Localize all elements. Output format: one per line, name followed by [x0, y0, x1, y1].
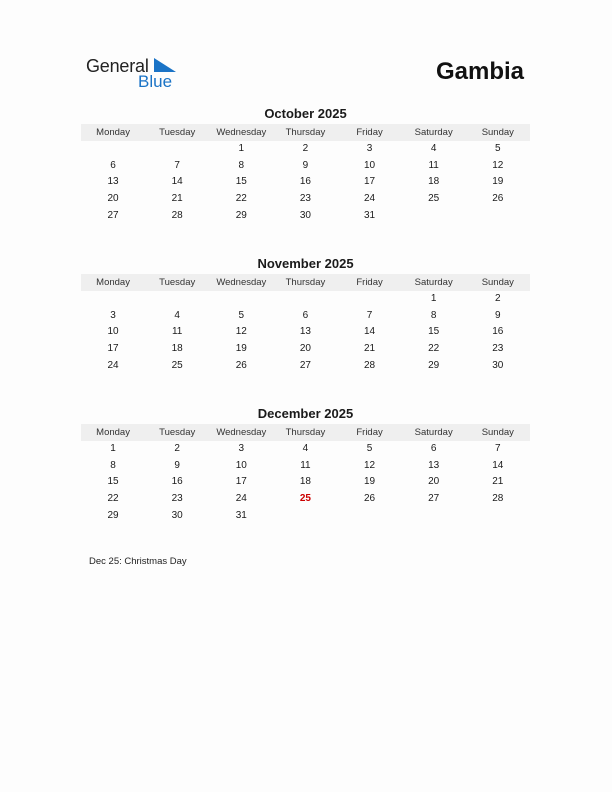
day-cell: 11 — [300, 459, 311, 471]
day-cell: 27 — [299, 359, 311, 371]
week-row — [81, 308, 530, 325]
week-row — [81, 208, 530, 225]
day-cell: 26 — [364, 493, 376, 505]
weekday-label: Monday — [96, 277, 130, 288]
day-cell: 7 — [174, 159, 180, 171]
weekday-label: Saturday — [414, 277, 453, 288]
week-row — [81, 358, 530, 375]
day-cell — [209, 291, 273, 308]
weekday-header-row — [81, 274, 530, 291]
day-cell: 22 — [428, 343, 440, 355]
day-cell: 28 — [492, 493, 504, 505]
weekday-header-row — [81, 124, 530, 141]
month-title: October 2025 — [264, 106, 347, 121]
weekday-label: Sunday — [481, 427, 514, 438]
day-cell: 12 — [364, 459, 376, 471]
day-cell: 30 — [171, 509, 183, 521]
week-row — [81, 491, 530, 508]
logo-word-blue: Blue — [138, 72, 173, 91]
day-cell — [466, 208, 530, 225]
day-cell: 17 — [364, 176, 376, 188]
day-cell: 1 — [430, 293, 437, 304]
day-cell: 6 — [430, 443, 437, 454]
weekday-label: Tuesday — [159, 277, 196, 288]
weekday-label: Tuesday — [159, 127, 196, 138]
day-cell: 17 — [107, 343, 119, 355]
day-cell: 6 — [302, 309, 309, 321]
day-cell: 13 — [428, 459, 440, 471]
day-cell: 22 — [235, 193, 247, 205]
day-cell: 25 — [299, 493, 311, 505]
weekday-label: Wednesday — [216, 127, 267, 138]
day-cell: 13 — [299, 326, 311, 338]
weekday-label: Saturday — [414, 427, 453, 438]
day-cell: 24 — [107, 359, 119, 371]
day-cell: 2 — [174, 443, 180, 454]
day-cell: 3 — [366, 143, 373, 154]
day-cell: 28 — [171, 209, 183, 221]
day-cell: 16 — [171, 476, 183, 488]
day-cell: 5 — [366, 443, 373, 454]
day-cell: 26 — [492, 193, 504, 205]
day-cell: 5 — [495, 143, 501, 154]
day-cell: 27 — [428, 493, 440, 505]
week-row — [81, 174, 530, 191]
day-cell: 8 — [238, 159, 245, 171]
day-cell: 24 — [235, 493, 247, 505]
day-cell: 16 — [492, 326, 504, 338]
day-cell: 2 — [495, 293, 501, 304]
day-cell — [81, 291, 145, 308]
day-cell: 20 — [107, 193, 119, 205]
week-row — [81, 324, 530, 341]
day-cell: 7 — [366, 309, 373, 321]
day-cell: 29 — [428, 359, 440, 371]
logo-word-general: General — [86, 56, 149, 76]
day-cell: 11 — [428, 159, 439, 171]
day-cell: 15 — [107, 476, 119, 488]
week-row — [81, 341, 530, 358]
day-cell: 23 — [299, 193, 311, 205]
day-cell: 23 — [171, 493, 183, 505]
day-cell: 21 — [364, 343, 376, 355]
day-cell: 6 — [110, 159, 116, 171]
day-cell: 20 — [299, 343, 311, 355]
month-calendar — [81, 406, 530, 524]
week-row — [81, 158, 530, 175]
day-cell — [273, 508, 337, 525]
day-cell: 25 — [428, 193, 440, 205]
day-cell: 1 — [238, 143, 245, 154]
week-row — [81, 474, 530, 491]
day-cell: 12 — [492, 159, 504, 171]
weekday-label: Sunday — [481, 277, 514, 288]
week-row — [81, 141, 530, 158]
day-cell: 7 — [495, 443, 501, 454]
day-cell: 3 — [110, 309, 116, 321]
month-title: December 2025 — [257, 406, 354, 421]
day-cell: 23 — [492, 343, 504, 355]
week-row — [81, 191, 530, 208]
day-cell: 28 — [364, 359, 376, 371]
month-calendar — [81, 256, 530, 374]
day-cell: 29 — [235, 209, 247, 221]
day-cell: 31 — [364, 209, 376, 221]
weekday-label: Friday — [356, 277, 383, 288]
weekday-label: Thursday — [285, 277, 326, 288]
day-cell — [338, 508, 402, 525]
weekday-label: Thursday — [285, 427, 326, 438]
day-cell: 22 — [107, 493, 119, 505]
day-cell: 1 — [110, 443, 116, 454]
day-cell — [402, 208, 466, 225]
day-cell: 10 — [235, 459, 247, 471]
week-row — [81, 508, 530, 525]
day-cell — [81, 141, 145, 158]
day-cell: 29 — [107, 509, 119, 521]
day-cell — [273, 291, 337, 308]
weekday-label: Wednesday — [216, 277, 267, 288]
day-cell: 30 — [299, 209, 311, 221]
day-cell: 9 — [302, 159, 309, 171]
weekday-label: Sunday — [481, 127, 514, 138]
weekday-label: Thursday — [285, 127, 326, 138]
day-cell: 24 — [364, 193, 376, 205]
weekday-label: Wednesday — [216, 427, 267, 438]
generalblue-logo — [86, 56, 186, 92]
day-cell: 10 — [107, 326, 119, 338]
day-cell: 9 — [174, 459, 180, 471]
day-cell: 19 — [235, 343, 247, 355]
day-cell: 12 — [235, 326, 247, 338]
weekday-label: Friday — [356, 127, 383, 138]
weekday-label: Monday — [96, 127, 130, 138]
day-cell: 30 — [492, 359, 504, 371]
week-row — [81, 458, 530, 475]
day-cell: 9 — [495, 309, 501, 321]
day-cell: 11 — [171, 326, 183, 338]
day-cell: 15 — [235, 176, 247, 188]
day-cell: 4 — [302, 443, 309, 454]
week-row — [81, 441, 530, 458]
month-title: November 2025 — [257, 256, 354, 271]
day-cell: 25 — [171, 359, 183, 371]
day-cell: 21 — [492, 476, 504, 488]
day-cell: 14 — [492, 459, 504, 471]
day-cell: 8 — [430, 309, 437, 321]
weekday-label: Monday — [96, 427, 130, 438]
day-cell: 14 — [171, 176, 183, 188]
day-cell: 5 — [238, 309, 245, 321]
day-cell: 14 — [364, 326, 376, 338]
day-cell: 26 — [235, 359, 247, 371]
month-calendar — [81, 106, 530, 224]
holiday-note: Dec 25: Christmas Day — [89, 556, 187, 567]
weekday-label: Tuesday — [159, 427, 196, 438]
day-cell — [145, 291, 209, 308]
day-cell: 10 — [364, 159, 376, 171]
logo-triangle-icon — [154, 58, 176, 72]
country-title: Gambia — [435, 58, 524, 85]
day-cell: 15 — [428, 326, 440, 338]
week-row — [81, 291, 530, 308]
day-cell: 8 — [110, 459, 116, 471]
day-cell: 21 — [171, 193, 183, 205]
day-cell: 3 — [238, 443, 245, 454]
day-cell: 17 — [235, 476, 247, 488]
day-cell: 13 — [107, 176, 119, 188]
day-cell: 16 — [299, 176, 311, 188]
weekday-label: Friday — [356, 427, 383, 438]
day-cell: 4 — [430, 143, 437, 154]
day-cell — [466, 508, 530, 525]
weekday-label: Saturday — [414, 127, 453, 138]
day-cell: 19 — [364, 476, 376, 488]
day-cell: 18 — [428, 176, 440, 188]
day-cell — [402, 508, 466, 525]
day-cell: 19 — [492, 176, 504, 188]
day-cell: 2 — [302, 143, 309, 154]
day-cell: 18 — [171, 343, 183, 355]
weekday-header-row — [81, 424, 530, 441]
day-cell: 4 — [174, 309, 180, 321]
day-cell: 20 — [428, 476, 440, 488]
day-cell — [145, 141, 209, 158]
day-cell — [338, 291, 402, 308]
day-cell: 18 — [299, 476, 311, 488]
day-cell: 31 — [235, 509, 247, 521]
day-cell: 27 — [107, 209, 119, 221]
